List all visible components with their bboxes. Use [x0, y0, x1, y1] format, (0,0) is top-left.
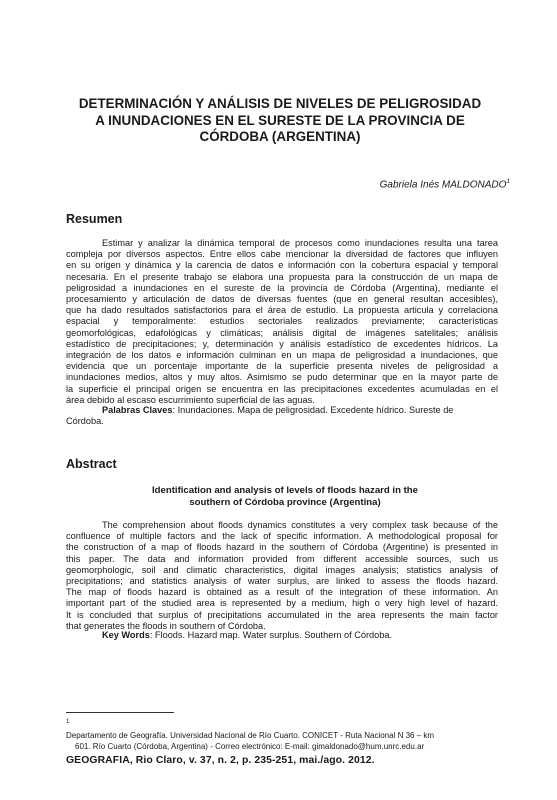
author-name: Gabriela Inés MALDONADO — [379, 179, 507, 191]
palabras-claves-label: Palabras Claves — [102, 405, 173, 415]
palabras-claves-line — [66, 405, 498, 416]
palabras-claves-line: Córdoba. — [66, 416, 104, 427]
footnote — [66, 717, 506, 752]
author-footnote-mark: 1 — [506, 178, 510, 185]
author-line — [380, 178, 510, 190]
resumen-line: Estimar y analizar la dinámica temporal de procesos como inundaciones resulta una tarea — [102, 238, 498, 248]
article-title — [60, 96, 500, 146]
resumen-line: evidencia que un porcentaje importante de la superficie presenta niveles de peligrosidad a — [66, 361, 498, 372]
abstract-title-line: Identification and analysis of levels of floods hazard in the — [151, 485, 418, 496]
abstract-title — [100, 485, 470, 509]
article-title-line: A INUNDACIONES EN EL SURESTE DE LA PROVINCIA DE — [95, 112, 465, 128]
resumen-line: estadístico de precipitaciones; y, determinación y análisis estadístico de excedentes hídricos. La — [66, 338, 498, 349]
resumen-line: que ha dado resultados satisfactorios para el área de estudio. La propuesta articula y correlaciona — [66, 305, 498, 316]
abstract-line: confluence of multiple factors and the lack of specific information. A methodological proposal for — [66, 531, 498, 542]
palabras-claves — [66, 405, 498, 427]
article-title-line: DETERMINACIÓN Y ANÁLISIS DE NIVELES DE PELIGROSIDAD — [78, 96, 482, 111]
footnote-divider — [66, 712, 174, 713]
footnote-mark: 1 — [66, 719, 70, 725]
abstract-heading: Abstract — [66, 457, 117, 471]
resumen-line: la superficie el principal origen se encuentra en las precipitaciones excedentes acumuladas en el — [66, 383, 498, 394]
resumen-body — [66, 238, 498, 406]
footnote-affiliation: Departamento de Geografía. Universidad Nacional de Río Cuarto. CONICET - Ruta Nacional N 36 – km — [66, 730, 435, 740]
key-words-text: : Floods. Hazard map. Water surplus. Southern of Córdoba. — [149, 630, 393, 640]
resumen-line: compleja por diversos aspectos. Entre ellos cabe mencionar la diversidad de factores que influyen — [66, 249, 498, 260]
abstract-line: this paper. The data and information provided from different accessible sources, such us — [66, 553, 498, 564]
resumen-line: peligrosidad a inundaciones en el sureste de la provincia de Córdoba (Argentina), mediante el — [66, 282, 498, 293]
abstract-line: precipitations; and statistics analysis of water surplus, are linked to assess the floods hazard. — [66, 576, 498, 587]
resumen-line: espacial y temporalmente: estudios sectoriales realizados previamente; características — [66, 316, 498, 327]
abstract-line: the construction of a map of floods hazard in the southern of Córdoba (Argentine) is presented in — [66, 542, 498, 553]
resumen-line: necesaria. En el presente trabajo se elabora una propuesta para la construcción de un mapa de — [66, 271, 498, 282]
abstract-line: The comprehension about floods dynamics constitutes a very complex task because of the — [102, 520, 498, 530]
abstract-line: geomorphologic, soil and climatic characteristics, digital images analysis; statistics analysis of — [66, 564, 498, 575]
abstract-title-line: southern of Córdoba province (Argentina) — [189, 496, 381, 508]
palabras-claves-text: : Inundaciones. Mapa de peligrosidad. Excedente hídrico. Sureste de — [172, 405, 454, 415]
journal-citation: GEOGRAFIA, Rio Claro, v. 37, n. 2, p. 235-251, mai./ago. 2012. — [66, 755, 375, 766]
footnote-line — [66, 717, 506, 741]
resumen-line: geomorfológicas, edafológicas y climáticas; análisis digital de imágenes satelitales; análisis — [66, 327, 498, 338]
resumen-line: en su origen y dinámica y la carencia de datos e información con la cobertura espacial y temporal — [66, 260, 498, 271]
resumen-heading: Resumen — [66, 212, 123, 226]
article-title-line: CÓRDOBA (ARGENTINA) — [199, 129, 361, 144]
abstract-line: The map of floods hazard is obtained as a result of the integration of these information. An — [66, 587, 498, 598]
key-words — [66, 630, 498, 641]
abstract-line: that generates the floods in southern of Córdoba. — [66, 620, 266, 631]
resumen-line: área debido al escaso escurrimiento superficial de las aguas. — [66, 394, 315, 405]
abstract-line: important part of the studied area is represented by a medium, high o very high level of hazard. — [66, 598, 498, 609]
abstract-line: It is concluded that surplus of precipitations accumulated in the area represents the main factor — [66, 609, 498, 620]
key-words-label: Key Words — [102, 630, 150, 640]
resumen-line: procesamiento y articulación de datos de diversas fuentes (que en general resultan accesibles), — [66, 294, 498, 305]
resumen-line: inundaciones medios, altos y muy altos. Asimismo se pudo determinar que en la mayor parte de — [66, 372, 498, 383]
abstract-body — [66, 520, 498, 632]
footnote-line: 601. Río Cuarto (Córdoba, Argentina) - Correo electrónico: E-mail: gimaldonado@hum.unrc.edu.ar — [75, 741, 425, 751]
resumen-line: integración de los datos e información culminan en un mapa de peligrosidad a inundaciones, que — [66, 350, 498, 361]
